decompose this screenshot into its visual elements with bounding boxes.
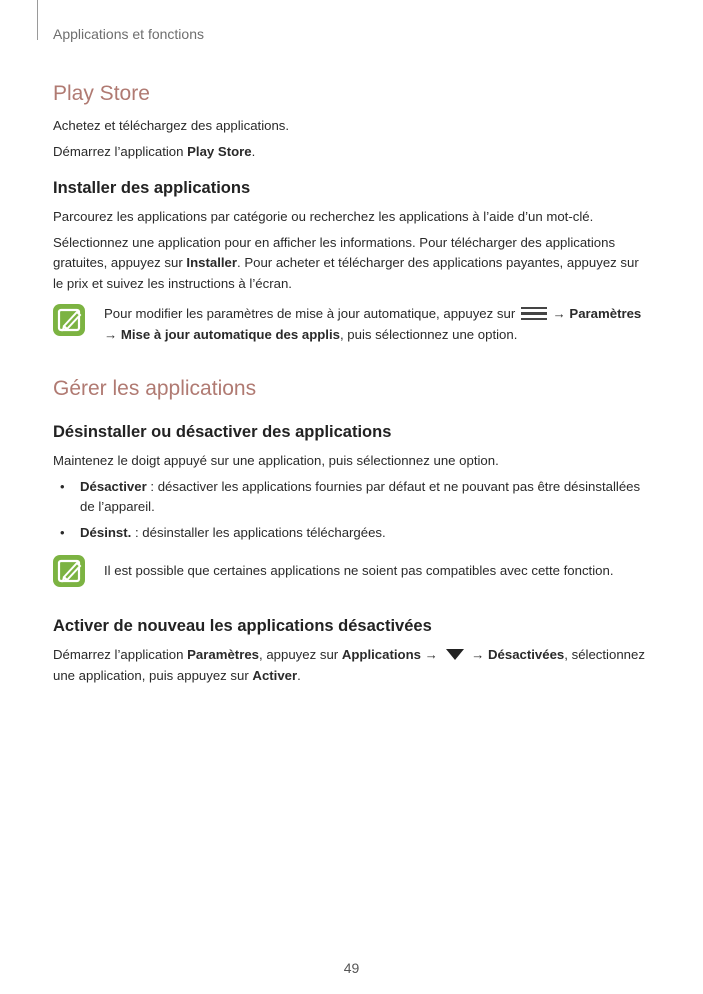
text: Pour modifier les paramètres de mise à jour automatique, appuyez sur bbox=[104, 306, 519, 321]
play-store-start bbox=[53, 142, 645, 163]
arrow: → bbox=[420, 647, 442, 662]
bullet: • bbox=[60, 478, 65, 494]
option-text: : désactiver les applications fournies par défaut et ne pouvant pas être désinstallées de l’appareil. bbox=[80, 478, 641, 514]
option-text: : désinstaller les applications téléchargées. bbox=[131, 524, 386, 540]
section-heading-play-store: Play Store bbox=[53, 82, 150, 105]
text: . Pour acheter et télécharger des applications payantes, appuyez sur le prix et suivez les instructions à l’écran. bbox=[53, 255, 639, 291]
arrow: → bbox=[104, 326, 121, 342]
text: Démarrez l’application bbox=[53, 143, 188, 159]
subheading-reactivate: Activer de nouveau les applications désactivées bbox=[53, 617, 432, 635]
option-term: Désactiver bbox=[80, 478, 147, 494]
subheading-install: Installer des applications bbox=[53, 179, 251, 197]
header-title: Applications et fonctions bbox=[53, 26, 204, 42]
note-text: Il est possible que certaines applications ne soient pas compatibles avec cette fonction. bbox=[104, 563, 614, 578]
text: Démarrez l’application bbox=[53, 647, 188, 662]
applications-term: Applications bbox=[341, 647, 421, 662]
install-paragraph-1: Parcourez les applications par catégorie ou recherchez les applications à l’aide d’un mot-clé. bbox=[53, 209, 594, 224]
install-paragraph-2 bbox=[53, 233, 645, 295]
text: , appuyez sur bbox=[259, 647, 342, 662]
text: . bbox=[297, 667, 301, 683]
note-auto-update bbox=[53, 304, 645, 345]
note-pencil-icon bbox=[53, 555, 85, 587]
activate-term: Activer bbox=[252, 667, 298, 683]
page-content bbox=[53, 80, 645, 686]
note-compatibility bbox=[53, 555, 645, 589]
header-rule bbox=[37, 0, 38, 40]
dropdown-triangle-icon bbox=[446, 649, 464, 660]
note-text bbox=[104, 304, 645, 345]
arrow: → bbox=[548, 306, 570, 321]
reactivate-paragraph bbox=[53, 645, 645, 686]
note-pencil-icon bbox=[53, 304, 85, 336]
option-term: Désinst. bbox=[80, 524, 132, 540]
disabled-term: Désactivées bbox=[488, 647, 565, 662]
install-term: Installer bbox=[186, 255, 237, 270]
list-item bbox=[53, 523, 645, 544]
text: , puis sélectionnez une option. bbox=[339, 326, 518, 342]
arrow: → bbox=[467, 647, 489, 662]
bullet: • bbox=[60, 524, 65, 540]
text: , sélectionnez une application, puis appuyez sur bbox=[53, 647, 645, 683]
text: Sélectionnez une application pour en afficher les informations. Pour télécharger des applications gratuites, appuyez sur bbox=[53, 234, 616, 270]
settings-term: Paramètres bbox=[187, 647, 259, 662]
menu-icon bbox=[521, 307, 547, 321]
section-heading-manage: Gérer les applications bbox=[53, 377, 257, 400]
uninstall-paragraph: Maintenez le doigt appuyé sur une application, puis sélectionnez une option. bbox=[53, 453, 499, 468]
option-list bbox=[53, 477, 645, 544]
page-number: 49 bbox=[343, 960, 360, 976]
subheading-uninstall: Désinstaller ou désactiver des applications bbox=[53, 423, 392, 441]
auto-update-term: Mise à jour automatique des applis bbox=[120, 326, 340, 342]
text: . bbox=[251, 143, 256, 159]
settings-term: Paramètres bbox=[569, 306, 642, 321]
list-item bbox=[53, 477, 645, 518]
app-name: Play Store bbox=[187, 143, 252, 159]
play-store-intro: Achetez et téléchargez des applications. bbox=[53, 118, 290, 133]
